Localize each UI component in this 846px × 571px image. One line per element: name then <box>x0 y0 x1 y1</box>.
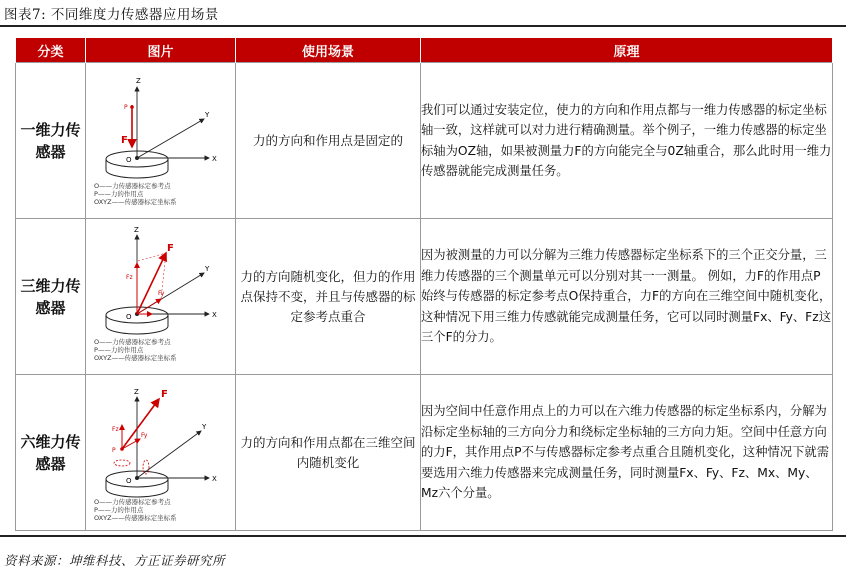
bottom-rule <box>0 535 846 537</box>
fy-label: Fy <box>158 289 165 297</box>
axis-z-label: Z <box>134 225 139 234</box>
diagram-legend: O——力传感器标定参考点 P——力的作用点 OXYZ——传感器标定坐标系 <box>94 181 177 206</box>
category-cell: 六维力传感器 <box>16 375 86 531</box>
point-label: P <box>112 446 116 454</box>
axis-y-label: Y <box>202 422 207 431</box>
diagram-legend: O——力传感器标定参考点 P——力的作用点 OXYZ——传感器标定坐标系 <box>94 497 177 522</box>
axis-x-label: X <box>212 474 217 483</box>
principle-cell: 因为被测量的力可以分解为三维力传感器标定坐标系下的三个正交分量，三维力传感器的三个测量单元可以分别对其一一测量。 例如，力F的作用点P始终与传感器的标定参考点O保持重合，力F的方向在三维空间中随机变化，这种情况下用三维力传感就能完成测量任务，它可以同时测量Fx、Fy、Fz这三个F的分力。 <box>421 219 833 375</box>
header-category: 分类 <box>16 38 86 63</box>
figure-cell <box>86 219 236 375</box>
axis-y-label: Y <box>205 264 210 273</box>
source-note: 资料来源：坤维科技、方正证券研究所 <box>4 553 226 568</box>
scene-cell: 力的方向和作用点是固定的 <box>236 63 421 219</box>
axis-y-label: Y <box>205 110 210 119</box>
axis-x-label: X <box>212 154 217 163</box>
one-dim-sensor-diagram <box>86 67 236 215</box>
fz-label: Fz <box>112 425 119 433</box>
six-dim-sensor-diagram <box>86 379 236 527</box>
sensor-table <box>15 38 833 531</box>
category-cell: 一维力传感器 <box>16 63 86 219</box>
figure-cell <box>86 63 236 219</box>
table-row <box>16 375 833 531</box>
origin-label: O <box>126 155 132 164</box>
point-label: P <box>124 103 128 111</box>
axis-z-label: Z <box>134 387 139 396</box>
top-rule <box>0 25 846 27</box>
origin-label: O <box>126 312 132 321</box>
force-label: F <box>167 242 174 254</box>
axis-x-label: X <box>212 310 217 319</box>
fy-label: Fy <box>141 431 148 439</box>
table-row <box>16 63 833 219</box>
force-label: F <box>121 134 128 146</box>
table-row <box>16 219 833 375</box>
force-label: F <box>161 388 168 400</box>
header-scene: 使用场景 <box>236 38 421 63</box>
scene-cell: 力的方向和作用点都在三维空间内随机变化 <box>236 375 421 531</box>
scene-cell: 力的方向随机变化，但力的作用点保持不变，并且与传感器的标定参考点重合 <box>236 219 421 375</box>
header-figure: 图片 <box>86 38 236 63</box>
category-cell: 三维力传感器 <box>16 219 86 375</box>
fz-label: Fz <box>126 273 133 281</box>
axis-z-label: Z <box>136 76 141 85</box>
header-principle: 原理 <box>421 38 833 63</box>
origin-label: O <box>126 476 132 485</box>
principle-cell: 因为空间中任意作用点上的力可以在六维力传感器的标定坐标系内，分解为沿标定坐标轴的三方向分力和绕标定坐标轴的三方向力矩。空间中任意方向的力F，其作用点P不与传感器标定参考点重合且随机变化，这种情况下就需要选用六维力传感器来完成测量任务，同时测量Fx、Fy、Fz、Mx、My、Mz六个分量。 <box>421 375 833 531</box>
diagram-legend: O——力传感器标定参考点 P——力的作用点 OXYZ——传感器标定坐标系 <box>94 337 177 362</box>
three-dim-sensor-diagram <box>86 223 236 371</box>
figure-title: 图表7: 不同维度力传感器应用场景 <box>4 7 219 23</box>
table-header-row <box>16 38 833 63</box>
figure-cell <box>86 375 236 531</box>
principle-cell: 我们可以通过安装定位，使力的方向和作用点都与一维力传感器的标定坐标轴一致，这样就可以对力进行精确测量。举个例子，一维力传感器的标定坐标轴为OZ轴，如果被测量力F的方向能完全与0Z轴重合，那么此时用一维力传感器就能完成测量任务。 <box>421 63 833 219</box>
